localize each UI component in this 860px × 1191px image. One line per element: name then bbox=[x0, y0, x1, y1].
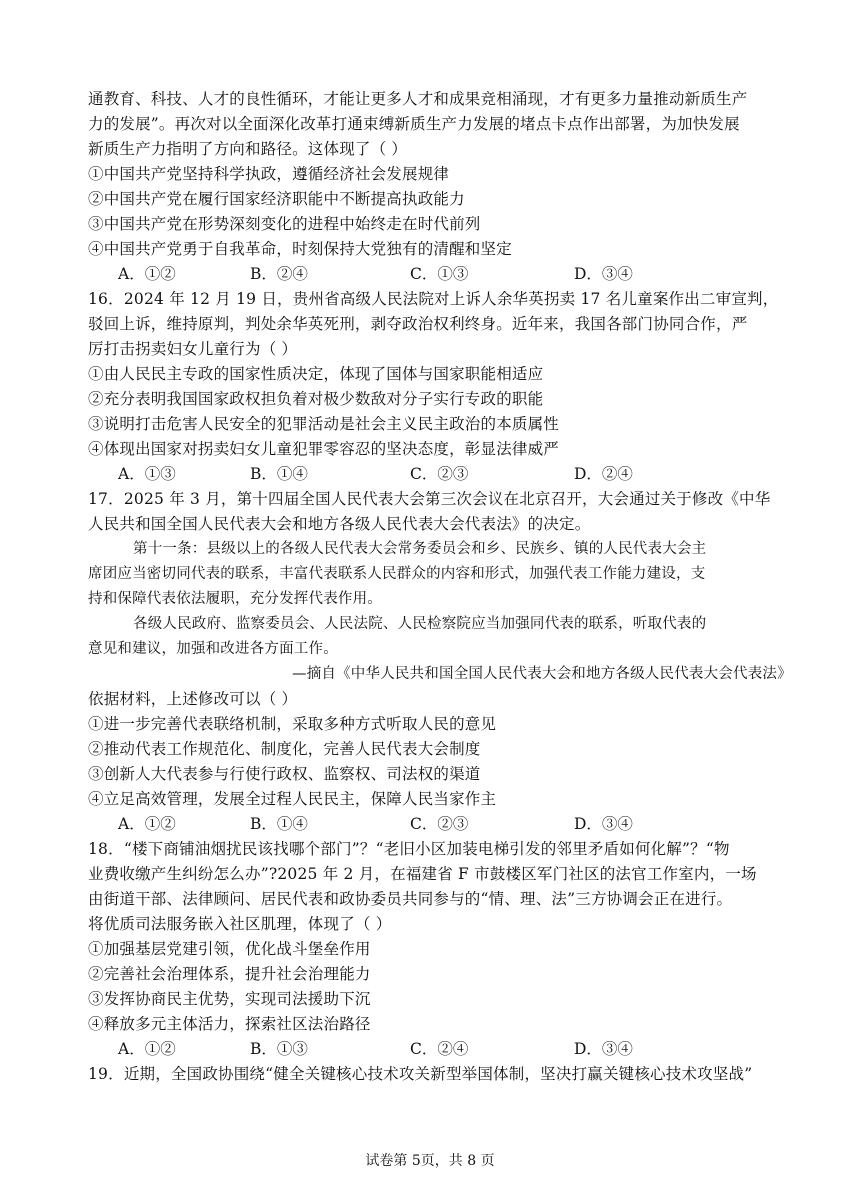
q15-option-c: C．①③ bbox=[410, 265, 469, 283]
q17-statement: ④立足高效管理，发展全过程人民民主，保障人民当家作主 bbox=[88, 790, 497, 808]
q18-option-d: D．③④ bbox=[574, 1040, 633, 1058]
q17-statement: ①进一步完善代表联络机制，采取多种方式听取人民的意见 bbox=[88, 715, 497, 733]
q17-quote-line: 持和保障代表依法履职，充分发挥代表作用。 bbox=[88, 591, 382, 607]
q17-option-c: C．②③ bbox=[410, 815, 469, 833]
q16-option-a: A．①③ bbox=[118, 465, 176, 483]
q18-stem-line: 将优质司法服务嵌入社区肌理，体现了（ ） bbox=[88, 915, 392, 933]
q16-option-d: D．②④ bbox=[574, 465, 633, 483]
q16-statement: ②充分表明我国国家政权担负着对极少数敌对分子实行专政的职能 bbox=[88, 390, 544, 408]
q17-quote-line: 各级人民政府、监察委员会、人民法院、人民检察院应当加强同代表的联系，听取代表的 bbox=[133, 616, 707, 632]
q16-stem-line: 驳回上诉，维持原判，判处余华英死刑，剥夺政治权利终身。近年来，我国各部门协同合作，严 bbox=[88, 315, 748, 333]
q18-statement: ②完善社会治理体系，提升社会治理能力 bbox=[88, 965, 371, 983]
q15-options bbox=[88, 264, 788, 284]
q16-statement: ①由人民民主专政的国家性质决定，体现了国体与国家职能相适应 bbox=[88, 365, 544, 383]
q16-stem-line: 16．2024 年 12 月 19 日，贵州省高级人民法院对上诉人余华英拐卖 17 名儿童案作出二审宣判， bbox=[88, 290, 779, 308]
q17-prompt: 依据材料，上述修改可以（ ） bbox=[88, 690, 298, 708]
q15-option-b: B．②④ bbox=[250, 265, 308, 283]
q16-option-b: B．①④ bbox=[250, 465, 308, 483]
q16-option-c: C．②③ bbox=[410, 465, 469, 483]
q15-statement: ②中国共产党在履行国家经济职能中不断提高执政能力 bbox=[88, 190, 465, 208]
q16-statement: ④体现出国家对拐卖妇女儿童犯罪零容忍的坚决态度，彰显法律威严 bbox=[88, 440, 560, 458]
q17-options bbox=[88, 814, 788, 834]
q15-option-d: D．③④ bbox=[574, 265, 633, 283]
q17-stem-line: 17．2025 年 3 月，第十四届全国人民代表大会第三次会议在北京召开，大会通过关于修改《中华 bbox=[88, 490, 771, 508]
q18-options bbox=[88, 1039, 788, 1059]
q17-option-d: D．③④ bbox=[574, 815, 633, 833]
q17-option-b: B．①④ bbox=[250, 815, 308, 833]
q17-quote-source: —摘自《中华人民共和国全国人民代表大会和地方各级人民代表大会代表法》 bbox=[292, 666, 792, 682]
q18-statement: ①加强基层党建引领，优化战斗堡垒作用 bbox=[88, 940, 371, 958]
q15-stem-line: 力的发展”。再次对以全面深化改革打通束缚新质生产力发展的堵点卡点作出部署，为加快发展 bbox=[88, 115, 740, 133]
q15-statement: ①中国共产党坚持科学执政，遵循经济社会发展规律 bbox=[88, 165, 450, 183]
q15-statement: ④中国共产党勇于自我革命，时刻保持大党独有的清醒和坚定 bbox=[88, 240, 512, 258]
q18-option-a: A．①② bbox=[118, 1040, 176, 1058]
q17-statement: ③创新人大代表参与行使行政权、监察权、司法权的渠道 bbox=[88, 765, 481, 783]
q17-statement: ②推动代表工作规范化、制度化，完善人民代表大会制度 bbox=[88, 740, 481, 758]
q17-quote-line: 第十一条：县级以上的各级人民代表大会常务委员会和乡、民族乡、镇的人民代表大会主 bbox=[133, 541, 707, 557]
q15-statement: ③中国共产党在形势深刻变化的进程中始终走在时代前列 bbox=[88, 215, 481, 233]
q15-stem-line: 新质生产力指明了方向和路径。这体现了（ ） bbox=[88, 140, 408, 158]
q16-options bbox=[88, 464, 788, 484]
q17-stem-line: 人民共和国全国人民代表大会和地方各级人民代表大会代表法》的决定。 bbox=[88, 515, 591, 533]
q17-quote-line: 席团应当密切同代表的联系，丰富代表联系人民群众的内容和形式，加强代表工作能力建设，支 bbox=[88, 566, 706, 582]
q18-stem-line: 18．“楼下商铺油烟扰民该找哪个部门”？“老旧小区加装电梯引发的邻里矛盾如何化解”？“物 bbox=[88, 840, 730, 858]
page-footer: 试卷第 5页，共 8 页 bbox=[365, 1153, 495, 1169]
q18-statement: ④释放多元主体活力，探索社区法治路径 bbox=[88, 1015, 371, 1033]
q18-stem-line: 业费收缴产生纠纷怎么办”?2025 年 2 月，在福建省 F 市鼓楼区军门社区的法官工作室内，一场 bbox=[88, 865, 757, 883]
q18-stem-line: 由街道干部、法律顾问、居民代表和政协委员共同参与的“情、理、法”三方协调会正在进行。 bbox=[88, 890, 733, 908]
q18-statement: ③发挥协商民主优势，实现司法援助下沉 bbox=[88, 990, 371, 1008]
q16-stem-line: 厉打击拐卖妇女儿童行为（ ） bbox=[88, 340, 298, 358]
q17-option-a: A．①② bbox=[118, 815, 176, 833]
q16-statement: ③说明打击危害人民安全的犯罪活动是社会主义民主政治的本质属性 bbox=[88, 415, 560, 433]
q15-stem-line: 通教育、科技、人才的良性循环，才能让更多人才和成果竞相涌现，才有更多力量推动新质生产 bbox=[88, 90, 748, 108]
q18-option-c: C．②④ bbox=[410, 1040, 469, 1058]
q15-option-a: A．①② bbox=[118, 265, 176, 283]
q17-quote-line: 意见和建议，加强和改进各方面工作。 bbox=[88, 641, 338, 657]
q19-stem-line: 19．近期，全国政协围绕“健全关键核心技术攻关新型举国体制，坚决打赢关键核心技术攻坚战” bbox=[88, 1065, 753, 1083]
q18-option-b: B．①③ bbox=[250, 1040, 308, 1058]
